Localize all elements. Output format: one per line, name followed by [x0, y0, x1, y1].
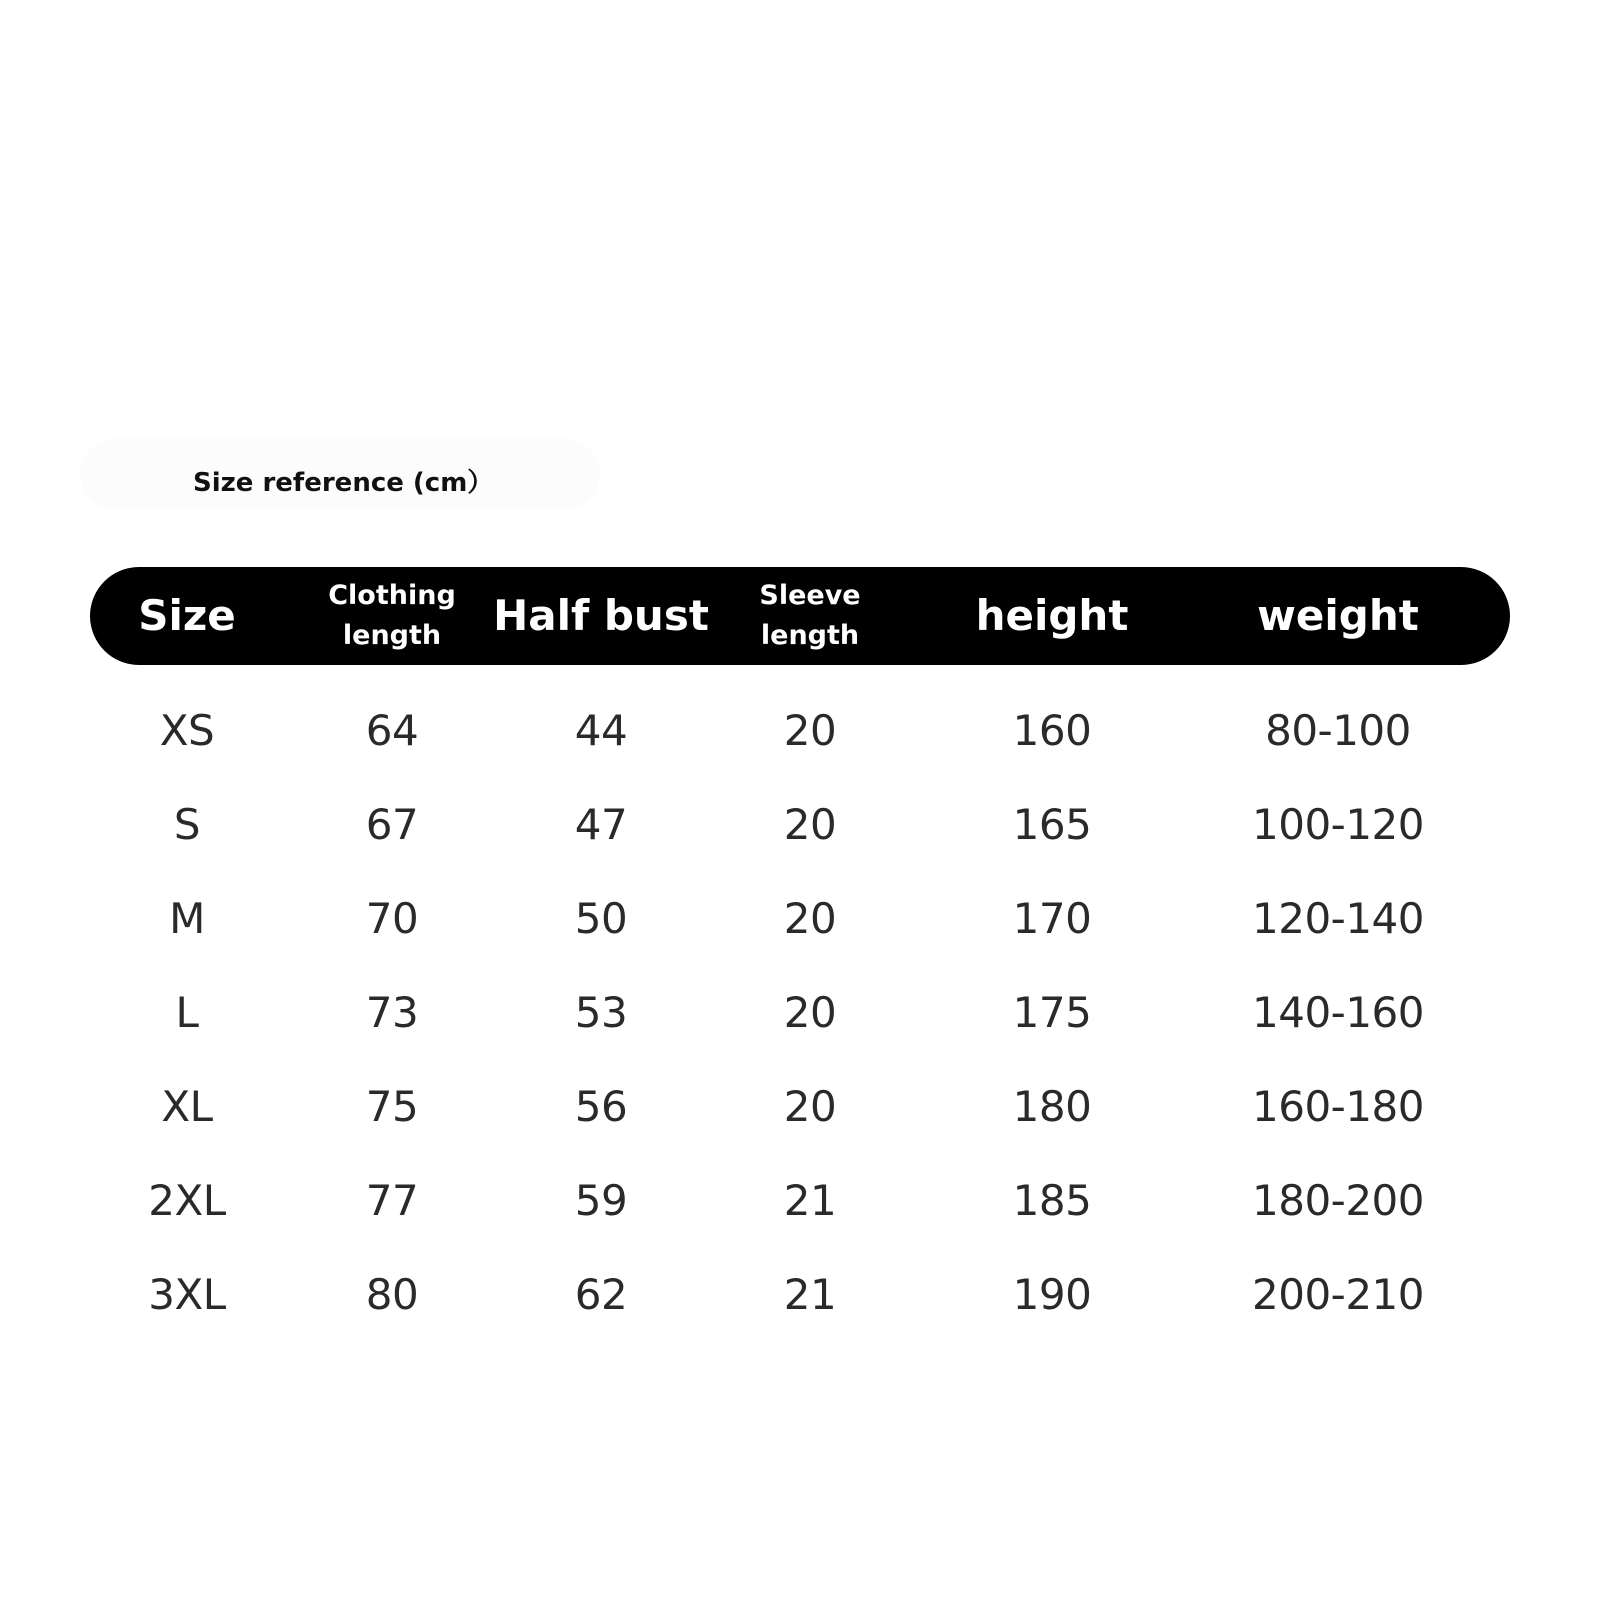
cell-half-bust: 56: [574, 1081, 628, 1131]
cell-clothing-length: 77: [365, 1175, 419, 1225]
cell-weight: 100-120: [1252, 799, 1424, 849]
cell-size: XL: [161, 1081, 213, 1131]
cell-height: 180: [1012, 1081, 1092, 1131]
cell-weight: 140-160: [1252, 987, 1424, 1037]
table-row: [0, 1153, 1600, 1247]
cell-size: S: [173, 799, 201, 849]
cell-sleeve-length: 20: [783, 987, 837, 1037]
cell-clothing-length: 64: [365, 705, 419, 755]
table-row: [0, 965, 1600, 1059]
cell-half-bust: 47: [574, 799, 628, 849]
header-height: height: [975, 591, 1129, 640]
cell-weight: 80-100: [1265, 705, 1411, 755]
cell-sleeve-length: 20: [783, 705, 837, 755]
cell-sleeve-length: 21: [783, 1269, 837, 1319]
cell-weight: 200-210: [1252, 1269, 1424, 1319]
cell-clothing-length: 67: [365, 799, 419, 849]
cell-clothing-length: 70: [365, 893, 419, 943]
header-size: Size: [138, 591, 236, 640]
cell-height: 165: [1012, 799, 1092, 849]
cell-clothing-length: 80: [365, 1269, 419, 1319]
table-row: [0, 871, 1600, 965]
size-chart-caption: Size reference (cm）: [193, 468, 494, 498]
cell-half-bust: 62: [574, 1269, 628, 1319]
cell-sleeve-length: 20: [783, 893, 837, 943]
table-row: [0, 777, 1600, 871]
cell-half-bust: 59: [574, 1175, 628, 1225]
table-row: [0, 1247, 1600, 1341]
cell-size: L: [175, 987, 199, 1037]
cell-size: M: [169, 893, 205, 943]
header-weight: weight: [1257, 591, 1419, 640]
header-half-bust: Half bust: [493, 591, 709, 640]
cell-half-bust: 44: [574, 705, 628, 755]
cell-height: 160: [1012, 705, 1092, 755]
cell-height: 170: [1012, 893, 1092, 943]
cell-sleeve-length: 20: [783, 799, 837, 849]
cell-height: 190: [1012, 1269, 1092, 1319]
cell-height: 175: [1012, 987, 1092, 1037]
cell-weight: 160-180: [1252, 1081, 1424, 1131]
table-row: [0, 683, 1600, 777]
cell-sleeve-length: 21: [783, 1175, 837, 1225]
header-sleeve-length: Sleeve length: [759, 580, 861, 651]
cell-size: XS: [159, 705, 215, 755]
cell-weight: 120-140: [1252, 893, 1424, 943]
cell-size: 2XL: [148, 1175, 226, 1225]
cell-height: 185: [1012, 1175, 1092, 1225]
cell-sleeve-length: 20: [783, 1081, 837, 1131]
cell-size: 3XL: [148, 1269, 226, 1319]
cell-clothing-length: 75: [365, 1081, 419, 1131]
table-row: [0, 1059, 1600, 1153]
header-clothing-length: Clothing length: [328, 580, 456, 651]
cell-half-bust: 50: [574, 893, 628, 943]
cell-weight: 180-200: [1252, 1175, 1424, 1225]
cell-half-bust: 53: [574, 987, 628, 1037]
cell-clothing-length: 73: [365, 987, 419, 1037]
